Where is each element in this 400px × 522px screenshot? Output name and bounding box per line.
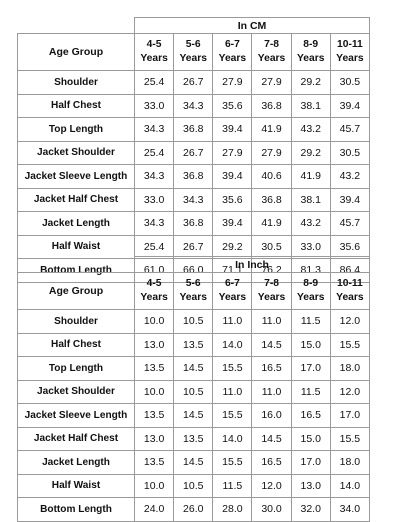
measurement-value: 18.0 <box>330 357 369 381</box>
measurement-value: 41.9 <box>291 165 330 189</box>
measurement-value: 34.3 <box>135 212 174 236</box>
age-unit: Years <box>218 292 247 303</box>
measurement-value: 33.0 <box>135 188 174 212</box>
measurement-value: 15.5 <box>330 427 369 451</box>
measurement-value: 17.0 <box>291 451 330 475</box>
measurement-value: 29.2 <box>291 71 330 95</box>
age-unit: Years <box>336 292 364 303</box>
unit-label: In CM <box>135 18 370 34</box>
measurement-label: Half Waist <box>18 474 135 498</box>
measurement-value: 36.8 <box>252 188 291 212</box>
measurement-value: 11.0 <box>213 310 252 334</box>
measurement-value: 14.5 <box>174 357 213 381</box>
measurement-value: 36.8 <box>174 165 213 189</box>
age-column-header <box>291 273 330 310</box>
measurement-value: 66.0 <box>174 259 213 283</box>
measurement-value: 26.0 <box>174 498 213 522</box>
age-range: 10-11 <box>337 278 363 289</box>
measurement-value: 30.5 <box>330 71 369 95</box>
measurement-value: 15.5 <box>213 451 252 475</box>
age-column-header <box>330 273 369 310</box>
measurement-value: 10.0 <box>135 310 174 334</box>
measurement-value: 35.6 <box>330 235 369 259</box>
measurement-value: 27.9 <box>213 141 252 165</box>
age-range: 5-6 <box>185 39 201 50</box>
measurement-label: Shoulder <box>18 71 135 95</box>
measurement-value: 34.3 <box>135 118 174 142</box>
age-range: 5-6 <box>185 278 201 289</box>
measurement-value: 24.0 <box>135 498 174 522</box>
size-chart-inch-table <box>17 256 370 522</box>
measurement-value: 11.5 <box>291 380 330 404</box>
measurement-value: 11.0 <box>213 380 252 404</box>
measurement-label: Shoulder <box>18 310 135 334</box>
measurement-value: 35.6 <box>213 188 252 212</box>
measurement-row <box>18 141 370 165</box>
age-column-header <box>135 273 174 310</box>
age-unit: Years <box>296 292 325 303</box>
measurement-value: 12.0 <box>330 380 369 404</box>
age-range: 8-9 <box>303 39 319 50</box>
age-header-row <box>18 34 370 71</box>
measurement-label: Bottom Length <box>18 259 135 283</box>
measurement-value: 13.5 <box>174 333 213 357</box>
measurement-value: 15.5 <box>330 333 369 357</box>
measurement-row <box>18 235 370 259</box>
measurement-value: 39.4 <box>213 212 252 236</box>
age-unit: Years <box>179 53 207 64</box>
measurement-value: 16.5 <box>291 404 330 428</box>
blank-corner-cell <box>18 18 135 34</box>
measurement-value: 10.5 <box>174 474 213 498</box>
measurement-value: 33.0 <box>135 94 174 118</box>
measurement-row <box>18 380 370 404</box>
measurement-value: 13.5 <box>135 404 174 428</box>
measurement-value: 12.0 <box>252 474 291 498</box>
measurement-value: 81.3 <box>291 259 330 283</box>
age-unit: Years <box>140 53 168 64</box>
measurement-label: Bottom Length <box>18 498 135 522</box>
measurement-row <box>18 474 370 498</box>
measurement-value: 13.0 <box>135 333 174 357</box>
measurement-value: 34.3 <box>135 165 174 189</box>
measurement-value: 11.0 <box>252 380 291 404</box>
measurement-value: 27.9 <box>213 71 252 95</box>
measurement-label: Jacket Sleeve Length <box>18 165 135 189</box>
measurement-value: 12.0 <box>330 310 369 334</box>
measurement-value: 30.0 <box>252 498 291 522</box>
measurement-value: 10.5 <box>174 310 213 334</box>
measurement-value: 13.5 <box>135 357 174 381</box>
measurement-value: 26.7 <box>174 71 213 95</box>
measurement-value: 27.9 <box>252 71 291 95</box>
unit-label: In Inch <box>135 257 370 273</box>
measurement-value: 45.7 <box>330 212 369 236</box>
measurement-row <box>18 94 370 118</box>
measurement-value: 30.5 <box>252 235 291 259</box>
measurement-row <box>18 427 370 451</box>
measurement-value: 11.5 <box>213 474 252 498</box>
age-unit: Years <box>257 292 286 303</box>
measurement-value: 26.7 <box>174 141 213 165</box>
measurement-value: 10.0 <box>135 474 174 498</box>
age-unit: Years <box>179 292 207 303</box>
measurement-value: 25.4 <box>135 235 174 259</box>
measurement-value: 14.5 <box>174 451 213 475</box>
measurement-row <box>18 498 370 522</box>
age-range: 8-9 <box>303 278 319 289</box>
age-unit: Years <box>218 53 247 64</box>
age-unit: Years <box>296 53 325 64</box>
measurement-value: 36.8 <box>252 94 291 118</box>
age-column-header <box>213 34 252 71</box>
measurement-value: 28.0 <box>213 498 252 522</box>
measurement-value: 14.5 <box>252 427 291 451</box>
measurement-value: 10.0 <box>135 380 174 404</box>
inch-table-body <box>18 257 370 522</box>
measurement-row <box>18 188 370 212</box>
measurement-label: Half Waist <box>18 235 135 259</box>
measurement-value: 11.0 <box>252 310 291 334</box>
age-range: 4-5 <box>146 278 162 289</box>
measurement-value: 16.0 <box>252 404 291 428</box>
measurement-value: 43.2 <box>291 212 330 236</box>
unit-header-row <box>18 257 370 273</box>
age-range: 6-7 <box>224 39 240 50</box>
measurement-value: 10.5 <box>174 380 213 404</box>
measurement-value: 36.8 <box>174 118 213 142</box>
measurement-value: 61.0 <box>135 259 174 283</box>
measurement-value: 33.0 <box>291 235 330 259</box>
age-group-header: Age Group <box>18 34 135 71</box>
measurement-row <box>18 165 370 189</box>
measurement-value: 35.6 <box>213 94 252 118</box>
measurement-row <box>18 333 370 357</box>
measurement-value: 34.0 <box>330 498 369 522</box>
measurement-value: 16.5 <box>252 451 291 475</box>
age-range: 7-8 <box>264 39 279 50</box>
measurement-label: Jacket Sleeve Length <box>18 404 135 428</box>
age-column-header <box>252 34 291 71</box>
measurement-label: Jacket Shoulder <box>18 141 135 165</box>
blank-corner-cell <box>18 257 135 273</box>
measurement-value: 30.5 <box>330 141 369 165</box>
age-range: 6-7 <box>224 278 240 289</box>
measurement-value: 15.0 <box>291 427 330 451</box>
size-chart-cm-table <box>17 17 370 283</box>
measurement-row <box>18 310 370 334</box>
measurement-value: 15.5 <box>213 357 252 381</box>
measurement-value: 15.5 <box>213 404 252 428</box>
measurement-value: 34.3 <box>174 188 213 212</box>
age-column-header <box>330 34 369 71</box>
measurement-value: 14.0 <box>213 333 252 357</box>
measurement-value: 40.6 <box>252 165 291 189</box>
age-unit: Years <box>257 53 286 64</box>
age-column-header <box>291 34 330 71</box>
measurement-label: Jacket Half Chest <box>18 427 135 451</box>
measurement-value: 13.0 <box>135 427 174 451</box>
measurement-value: 71.1 <box>213 259 252 283</box>
age-group-header: Age Group <box>18 273 135 310</box>
measurement-value: 14.5 <box>252 333 291 357</box>
measurement-row <box>18 357 370 381</box>
cm-table-body <box>18 18 370 283</box>
measurement-value: 25.4 <box>135 141 174 165</box>
measurement-value: 29.2 <box>213 235 252 259</box>
measurement-value: 15.0 <box>291 333 330 357</box>
measurement-row <box>18 118 370 142</box>
age-column-header <box>135 34 174 71</box>
measurement-label: Half Chest <box>18 333 135 357</box>
measurement-value: 38.1 <box>291 188 330 212</box>
age-unit: Years <box>140 292 168 303</box>
measurement-value: 36.8 <box>174 212 213 236</box>
unit-header-row <box>18 18 370 34</box>
measurement-row <box>18 212 370 236</box>
age-column-header <box>174 34 213 71</box>
measurement-label: Jacket Length <box>18 451 135 475</box>
measurement-value: 14.5 <box>174 404 213 428</box>
measurement-value: 39.4 <box>330 94 369 118</box>
measurement-value: 25.4 <box>135 71 174 95</box>
age-column-header <box>213 273 252 310</box>
measurement-label: Jacket Half Chest <box>18 188 135 212</box>
measurement-value: 39.4 <box>213 118 252 142</box>
measurement-value: 39.4 <box>213 165 252 189</box>
measurement-label: Half Chest <box>18 94 135 118</box>
measurement-value: 39.4 <box>330 188 369 212</box>
age-range: 10-11 <box>337 39 363 50</box>
measurement-label: Top Length <box>18 118 135 142</box>
age-range: 4-5 <box>146 39 162 50</box>
measurement-value: 43.2 <box>330 165 369 189</box>
measurement-value: 38.1 <box>291 94 330 118</box>
measurement-value: 41.9 <box>252 212 291 236</box>
measurement-value: 11.5 <box>291 310 330 334</box>
measurement-value: 32.0 <box>291 498 330 522</box>
measurement-value: 27.9 <box>252 141 291 165</box>
measurement-value: 16.5 <box>252 357 291 381</box>
measurement-value: 76.2 <box>252 259 291 283</box>
age-header-row <box>18 273 370 310</box>
measurement-value: 45.7 <box>330 118 369 142</box>
measurement-value: 13.5 <box>174 427 213 451</box>
measurement-value: 41.9 <box>252 118 291 142</box>
age-unit: Years <box>336 53 364 64</box>
measurement-row <box>18 71 370 95</box>
measurement-row <box>18 451 370 475</box>
measurement-value: 13.0 <box>291 474 330 498</box>
measurement-value: 86.4 <box>330 259 369 283</box>
measurement-value: 18.0 <box>330 451 369 475</box>
measurement-label: Jacket Shoulder <box>18 380 135 404</box>
measurement-label: Jacket Length <box>18 212 135 236</box>
measurement-value: 43.2 <box>291 118 330 142</box>
measurement-value: 17.0 <box>330 404 369 428</box>
measurement-value: 34.3 <box>174 94 213 118</box>
measurement-row <box>18 404 370 428</box>
age-range: 7-8 <box>264 278 279 289</box>
measurement-value: 14.0 <box>213 427 252 451</box>
age-column-header <box>252 273 291 310</box>
measurement-value: 14.0 <box>330 474 369 498</box>
measurement-value: 17.0 <box>291 357 330 381</box>
measurement-value: 13.5 <box>135 451 174 475</box>
age-column-header <box>174 273 213 310</box>
measurement-value: 29.2 <box>291 141 330 165</box>
measurement-label: Top Length <box>18 357 135 381</box>
measurement-value: 26.7 <box>174 235 213 259</box>
